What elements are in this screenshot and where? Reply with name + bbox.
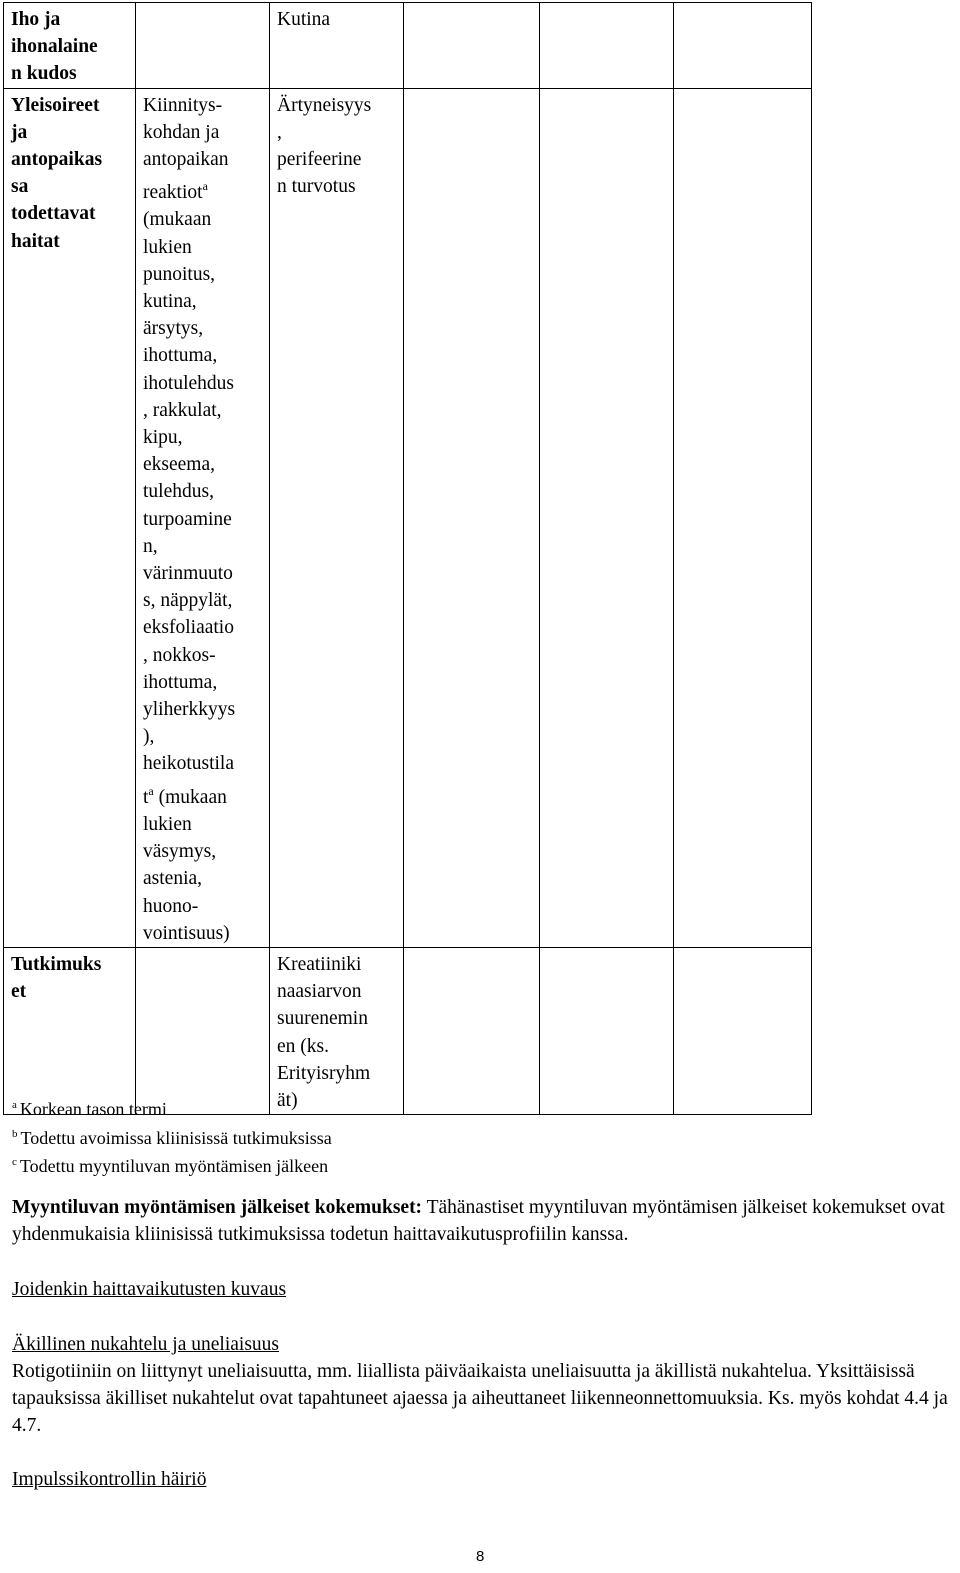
table-cell bbox=[674, 88, 812, 947]
post-marketing-heading: Myyntiluvan myöntämisen jälkeiset kokemukset: bbox=[12, 1197, 423, 1218]
sleep-text: Rotigotiiniin on liittynyt uneliaisuutta, mm. liiallista päiväaikaista uneliaisuutta ja äkillistä nukahtelua. Yksittäisissä tapauksissa äkilliset nukahtelut ovat tapahtuneet ajaessa ja aiheuttaneet liikenneonnettomuuksia. Ks. myös kohdat 4.4 ja 4.7. bbox=[12, 1361, 948, 1436]
table-cell bbox=[404, 947, 540, 1114]
adverse-reactions-table bbox=[3, 2, 812, 1115]
footnote: $^c$ Todettu myyntiluvan myöntämisen jälkeen bbox=[12, 1156, 329, 1176]
post-marketing-paragraph: Myyntiluvan myöntämisen jälkeiset kokemukset: Tähänastiset myyntiluvan myöntämisen jälkeiset kokemukset ovat yhdenmukaisia kliinisissä tutkimuksissa todetun haittavaikutusprofiilin kanssa. bbox=[12, 1197, 945, 1245]
footnote: $^a$ Korkean tason termi bbox=[12, 1099, 167, 1119]
table-cell bbox=[674, 947, 812, 1114]
organ-class-cell: Yleisoireet ja antopaikas sa todettavat haitat bbox=[4, 88, 136, 947]
table-cell: Kiinnitys- kohdan ja antopaikan reaktiot$^a$ (mukaan lukien punoitus, kutina, ärsytys, ihottuma, ihotulehdus , rakkulat, kipu, ekseema, tulehdus, turpoamine n, värinmuuto s, näppylät, eksfoliaatio , nokkos- ihottuma, yliherkkyys ), heikotustila $t^a$ (mukaan lukien väsymys, astenia, huono- vointisuus) bbox=[136, 88, 270, 947]
footnote: $^b$ Todettu avoimissa kliinisissä tutkimuksissa bbox=[12, 1127, 332, 1148]
sleep-paragraph bbox=[12, 1331, 960, 1439]
page-number: 8 bbox=[476, 1548, 485, 1565]
section-heading: Joidenkin haittavaikutusten kuvaus bbox=[12, 1279, 287, 1300]
table-cell bbox=[540, 947, 674, 1114]
table-footnotes bbox=[12, 1093, 332, 1179]
table-row bbox=[4, 947, 812, 1114]
table-row bbox=[4, 88, 812, 947]
table-cell bbox=[404, 3, 540, 89]
table-row bbox=[4, 3, 812, 89]
organ-class-cell: Iho ja ihonalaine n kudos bbox=[4, 3, 136, 89]
table-cell: Kutina bbox=[270, 3, 404, 89]
table-cell bbox=[540, 3, 674, 89]
table-cell: Ärtyneisyys , perifeerine n turvotus bbox=[270, 88, 404, 947]
table-cell bbox=[136, 3, 270, 89]
organ-class-cell: Tutkimuks et bbox=[4, 947, 136, 1114]
impulse-heading: Impulssikontrollin häiriö bbox=[12, 1469, 207, 1490]
table-cell bbox=[540, 88, 674, 947]
table-cell bbox=[136, 947, 270, 1114]
table-cell: Kreatiiniki naasiarvon suurenemin en (ks. Erityisryhm ät) bbox=[270, 947, 404, 1114]
table-cell bbox=[674, 3, 812, 89]
table-cell bbox=[404, 88, 540, 947]
sleep-heading: Äkillinen nukahtelu ja uneliaisuus bbox=[12, 1334, 279, 1355]
